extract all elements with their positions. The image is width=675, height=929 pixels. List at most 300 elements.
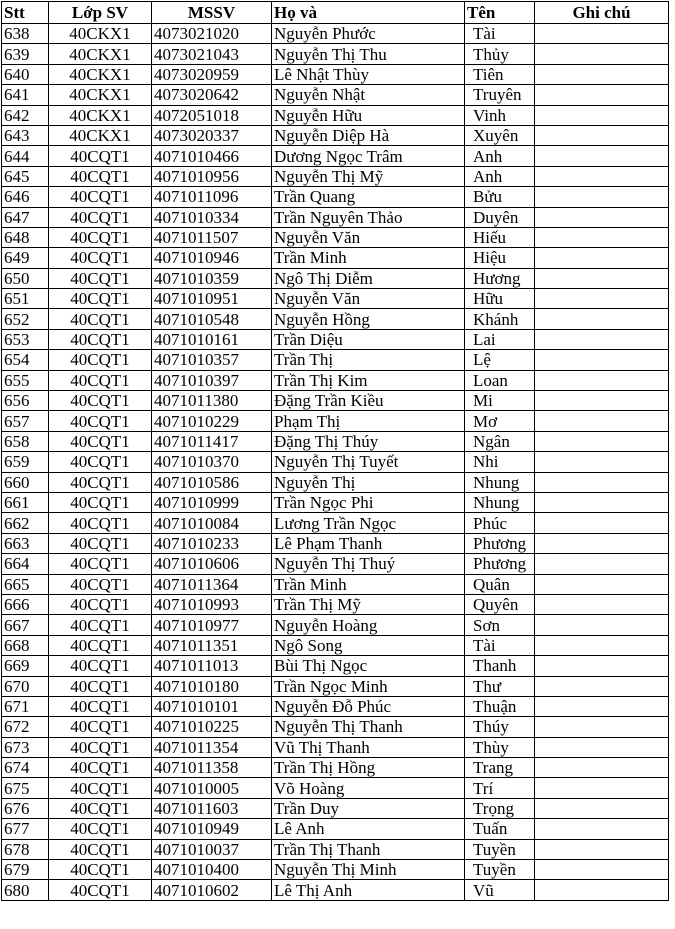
cell-notes xyxy=(535,85,669,105)
cell-class: 40CQT1 xyxy=(49,309,152,329)
cell-surname: Trần Ngọc Minh xyxy=(272,676,465,696)
cell-surname: Lê Nhật Thùy xyxy=(272,64,465,84)
cell-notes xyxy=(535,309,669,329)
cell-stt: 652 xyxy=(2,309,49,329)
cell-given-name: Thư xyxy=(465,676,535,696)
cell-surname: Trần Thị Thanh xyxy=(272,839,465,859)
cell-given-name: Mơ xyxy=(465,411,535,431)
cell-stt: 639 xyxy=(2,44,49,64)
table-row xyxy=(2,105,669,125)
cell-given-name: Phương xyxy=(465,554,535,574)
cell-notes xyxy=(535,798,669,818)
cell-stt: 668 xyxy=(2,635,49,655)
cell-given-name: Thúy xyxy=(465,717,535,737)
cell-surname: Trần Duy xyxy=(272,798,465,818)
table-row xyxy=(2,391,669,411)
cell-given-name: Quân xyxy=(465,574,535,594)
cell-notes xyxy=(535,125,669,145)
cell-stt: 640 xyxy=(2,64,49,84)
cell-notes xyxy=(535,615,669,635)
cell-stt: 644 xyxy=(2,146,49,166)
cell-given-name: Lai xyxy=(465,329,535,349)
cell-class: 40CQT1 xyxy=(49,452,152,472)
cell-stt: 643 xyxy=(2,125,49,145)
cell-surname: Nguyễn Thị Tuyết xyxy=(272,452,465,472)
cell-class: 40CQT1 xyxy=(49,350,152,370)
cell-student-id: 4072051018 xyxy=(152,105,272,125)
cell-surname: Vũ Thị Thanh xyxy=(272,737,465,757)
cell-class: 40CQT1 xyxy=(49,798,152,818)
cell-stt: 676 xyxy=(2,798,49,818)
cell-surname: Nguyễn Thị Thuý xyxy=(272,554,465,574)
cell-given-name: Nhung xyxy=(465,472,535,492)
table-row xyxy=(2,492,669,512)
cell-student-id: 4071010956 xyxy=(152,166,272,186)
cell-surname: Đặng Thị Thúy xyxy=(272,431,465,451)
table-row xyxy=(2,248,669,268)
cell-student-id: 4071010359 xyxy=(152,268,272,288)
table-row xyxy=(2,860,669,880)
cell-class: 40CQT1 xyxy=(49,370,152,390)
cell-class: 40CQT1 xyxy=(49,880,152,900)
cell-student-id: 4071010602 xyxy=(152,880,272,900)
cell-notes xyxy=(535,819,669,839)
table-row xyxy=(2,350,669,370)
cell-stt: 642 xyxy=(2,105,49,125)
table-row xyxy=(2,187,669,207)
cell-surname: Võ Hoàng xyxy=(272,778,465,798)
cell-notes xyxy=(535,166,669,186)
cell-class: 40CKX1 xyxy=(49,64,152,84)
cell-student-id: 4071010993 xyxy=(152,594,272,614)
cell-surname: Trần Thị Hồng xyxy=(272,758,465,778)
cell-notes xyxy=(535,594,669,614)
cell-stt: 669 xyxy=(2,656,49,676)
table-row xyxy=(2,452,669,472)
table-row xyxy=(2,411,669,431)
cell-class: 40CQT1 xyxy=(49,635,152,655)
cell-stt: 680 xyxy=(2,880,49,900)
cell-surname: Lê Thị Anh xyxy=(272,880,465,900)
cell-surname: Trần Nguyên Thảo xyxy=(272,207,465,227)
cell-stt: 655 xyxy=(2,370,49,390)
cell-class: 40CQT1 xyxy=(49,492,152,512)
cell-notes xyxy=(535,656,669,676)
cell-notes xyxy=(535,289,669,309)
cell-notes xyxy=(535,146,669,166)
cell-surname: Ngô Thị Diễm xyxy=(272,268,465,288)
cell-class: 40CQT1 xyxy=(49,554,152,574)
cell-notes xyxy=(535,737,669,757)
cell-class: 40CKX1 xyxy=(49,85,152,105)
table-row xyxy=(2,146,669,166)
cell-student-id: 4071011417 xyxy=(152,431,272,451)
table-row xyxy=(2,533,669,553)
cell-given-name: Trọng xyxy=(465,798,535,818)
cell-student-id: 4071011354 xyxy=(152,737,272,757)
cell-class: 40CQT1 xyxy=(49,289,152,309)
cell-stt: 650 xyxy=(2,268,49,288)
table-row xyxy=(2,289,669,309)
cell-notes xyxy=(535,391,669,411)
table-row xyxy=(2,125,669,145)
cell-notes xyxy=(535,635,669,655)
cell-class: 40CQT1 xyxy=(49,696,152,716)
cell-class: 40CKX1 xyxy=(49,105,152,125)
cell-given-name: Tuyền xyxy=(465,839,535,859)
cell-student-id: 4071010161 xyxy=(152,329,272,349)
table-row xyxy=(2,268,669,288)
table-row xyxy=(2,676,669,696)
table-row xyxy=(2,431,669,451)
cell-student-id: 4071011013 xyxy=(152,656,272,676)
table-row xyxy=(2,615,669,635)
cell-class: 40CKX1 xyxy=(49,125,152,145)
cell-student-id: 4071010606 xyxy=(152,554,272,574)
table-row xyxy=(2,513,669,533)
cell-surname: Nguyễn Đỗ Phúc xyxy=(272,696,465,716)
cell-student-id: 4071010005 xyxy=(152,778,272,798)
cell-stt: 647 xyxy=(2,207,49,227)
cell-notes xyxy=(535,492,669,512)
cell-given-name: Bửu xyxy=(465,187,535,207)
header-surname: Họ và xyxy=(272,2,465,24)
cell-notes xyxy=(535,676,669,696)
cell-notes xyxy=(535,268,669,288)
table-body xyxy=(2,24,669,901)
cell-student-id: 4071010225 xyxy=(152,717,272,737)
cell-class: 40CKX1 xyxy=(49,24,152,44)
cell-class: 40CQT1 xyxy=(49,472,152,492)
cell-student-id: 4071010397 xyxy=(152,370,272,390)
cell-notes xyxy=(535,533,669,553)
cell-given-name: Quyên xyxy=(465,594,535,614)
cell-student-id: 4073020959 xyxy=(152,64,272,84)
cell-student-id: 4071010400 xyxy=(152,860,272,880)
cell-stt: 648 xyxy=(2,227,49,247)
cell-class: 40CQT1 xyxy=(49,391,152,411)
cell-surname: Nguyễn Hồng xyxy=(272,309,465,329)
cell-class: 40CQT1 xyxy=(49,207,152,227)
cell-student-id: 4071010233 xyxy=(152,533,272,553)
cell-class: 40CQT1 xyxy=(49,146,152,166)
cell-surname: Nguyễn Thị xyxy=(272,472,465,492)
cell-notes xyxy=(535,513,669,533)
cell-stt: 672 xyxy=(2,717,49,737)
cell-class: 40CQT1 xyxy=(49,248,152,268)
table-row xyxy=(2,554,669,574)
cell-student-id: 4071010334 xyxy=(152,207,272,227)
cell-stt: 673 xyxy=(2,737,49,757)
cell-surname: Trần Thị Kim xyxy=(272,370,465,390)
cell-stt: 646 xyxy=(2,187,49,207)
table-row xyxy=(2,594,669,614)
cell-student-id: 4071010466 xyxy=(152,146,272,166)
cell-given-name: Tài xyxy=(465,635,535,655)
cell-notes xyxy=(535,64,669,84)
cell-surname: Nguyễn Thị Mỹ xyxy=(272,166,465,186)
cell-stt: 661 xyxy=(2,492,49,512)
cell-given-name: Tiên xyxy=(465,64,535,84)
cell-stt: 663 xyxy=(2,533,49,553)
table-row xyxy=(2,839,669,859)
cell-student-id: 4071010357 xyxy=(152,350,272,370)
cell-given-name: Thuận xyxy=(465,696,535,716)
cell-student-id: 4073020642 xyxy=(152,85,272,105)
cell-stt: 671 xyxy=(2,696,49,716)
cell-student-id: 4073020337 xyxy=(152,125,272,145)
table-row xyxy=(2,635,669,655)
cell-given-name: Hữu xyxy=(465,289,535,309)
cell-given-name: Hiếu xyxy=(465,227,535,247)
cell-surname: Nguyễn Văn xyxy=(272,289,465,309)
cell-stt: 645 xyxy=(2,166,49,186)
cell-stt: 664 xyxy=(2,554,49,574)
cell-surname: Nguyễn Thị Minh xyxy=(272,860,465,880)
table-row xyxy=(2,758,669,778)
cell-student-id: 4071010951 xyxy=(152,289,272,309)
cell-class: 40CQT1 xyxy=(49,187,152,207)
table-row xyxy=(2,574,669,594)
cell-student-id: 4071011364 xyxy=(152,574,272,594)
cell-given-name: Lệ xyxy=(465,350,535,370)
table-row xyxy=(2,656,669,676)
cell-given-name: Hương xyxy=(465,268,535,288)
cell-stt: 679 xyxy=(2,860,49,880)
cell-class: 40CQT1 xyxy=(49,819,152,839)
cell-class: 40CQT1 xyxy=(49,860,152,880)
cell-stt: 670 xyxy=(2,676,49,696)
cell-surname: Nguyễn Văn xyxy=(272,227,465,247)
cell-given-name: Mi xyxy=(465,391,535,411)
cell-student-id: 4071010084 xyxy=(152,513,272,533)
cell-given-name: Phúc xyxy=(465,513,535,533)
cell-stt: 674 xyxy=(2,758,49,778)
cell-stt: 678 xyxy=(2,839,49,859)
cell-class: 40CKX1 xyxy=(49,44,152,64)
cell-given-name: Tuấn xyxy=(465,819,535,839)
cell-notes xyxy=(535,248,669,268)
table-row xyxy=(2,696,669,716)
cell-given-name: Sơn xyxy=(465,615,535,635)
cell-surname: Nguyễn Hoàng xyxy=(272,615,465,635)
cell-stt: 656 xyxy=(2,391,49,411)
cell-given-name: Khánh xyxy=(465,309,535,329)
cell-notes xyxy=(535,411,669,431)
cell-stt: 653 xyxy=(2,329,49,349)
cell-surname: Nguyễn Phước xyxy=(272,24,465,44)
cell-student-id: 4071011507 xyxy=(152,227,272,247)
cell-surname: Trần Quang xyxy=(272,187,465,207)
table-row xyxy=(2,370,669,390)
header-notes: Ghi chú xyxy=(535,2,669,24)
cell-stt: 665 xyxy=(2,574,49,594)
cell-stt: 675 xyxy=(2,778,49,798)
cell-surname: Trần Thị xyxy=(272,350,465,370)
cell-class: 40CQT1 xyxy=(49,411,152,431)
table-row xyxy=(2,44,669,64)
cell-surname: Trần Minh xyxy=(272,574,465,594)
header-row xyxy=(2,2,669,24)
header-stt: Stt xyxy=(2,2,49,24)
cell-stt: 660 xyxy=(2,472,49,492)
cell-notes xyxy=(535,860,669,880)
cell-surname: Lê Anh xyxy=(272,819,465,839)
cell-student-id: 4071010949 xyxy=(152,819,272,839)
cell-stt: 662 xyxy=(2,513,49,533)
cell-given-name: Tài xyxy=(465,24,535,44)
header-student-id: MSSV xyxy=(152,2,272,24)
cell-notes xyxy=(535,696,669,716)
cell-class: 40CQT1 xyxy=(49,656,152,676)
cell-class: 40CQT1 xyxy=(49,431,152,451)
cell-given-name: Trí xyxy=(465,778,535,798)
cell-notes xyxy=(535,574,669,594)
cell-notes xyxy=(535,758,669,778)
cell-notes xyxy=(535,778,669,798)
cell-surname: Nguyễn Thị Thanh xyxy=(272,717,465,737)
cell-class: 40CQT1 xyxy=(49,513,152,533)
cell-notes xyxy=(535,880,669,900)
cell-student-id: 4071010180 xyxy=(152,676,272,696)
cell-stt: 657 xyxy=(2,411,49,431)
table-row xyxy=(2,778,669,798)
table-row xyxy=(2,329,669,349)
cell-student-id: 4073021020 xyxy=(152,24,272,44)
cell-surname: Nguyễn Diệp Hà xyxy=(272,125,465,145)
cell-notes xyxy=(535,207,669,227)
cell-stt: 667 xyxy=(2,615,49,635)
cell-given-name: Anh xyxy=(465,146,535,166)
cell-stt: 659 xyxy=(2,452,49,472)
cell-notes xyxy=(535,44,669,64)
cell-student-id: 4071011358 xyxy=(152,758,272,778)
cell-class: 40CQT1 xyxy=(49,758,152,778)
cell-surname: Đặng Trần Kiều xyxy=(272,391,465,411)
cell-class: 40CQT1 xyxy=(49,227,152,247)
cell-student-id: 4071010977 xyxy=(152,615,272,635)
cell-given-name: Nhi xyxy=(465,452,535,472)
cell-given-name: Ngân xyxy=(465,431,535,451)
cell-class: 40CQT1 xyxy=(49,778,152,798)
cell-student-id: 4071011096 xyxy=(152,187,272,207)
cell-class: 40CQT1 xyxy=(49,329,152,349)
cell-stt: 641 xyxy=(2,85,49,105)
table-row xyxy=(2,24,669,44)
table-row xyxy=(2,717,669,737)
cell-surname: Bùi Thị Ngọc xyxy=(272,656,465,676)
cell-surname: Nguyễn Nhật xyxy=(272,85,465,105)
cell-notes xyxy=(535,105,669,125)
cell-stt: 658 xyxy=(2,431,49,451)
cell-given-name: Vinh xyxy=(465,105,535,125)
cell-surname: Trần Thị Mỹ xyxy=(272,594,465,614)
cell-class: 40CQT1 xyxy=(49,268,152,288)
cell-given-name: Truyên xyxy=(465,85,535,105)
cell-student-id: 4071011380 xyxy=(152,391,272,411)
cell-class: 40CQT1 xyxy=(49,676,152,696)
cell-given-name: Phương xyxy=(465,533,535,553)
cell-notes xyxy=(535,187,669,207)
cell-given-name: Thủy xyxy=(465,44,535,64)
cell-given-name: Xuyên xyxy=(465,125,535,145)
table-row xyxy=(2,166,669,186)
cell-given-name: Duyên xyxy=(465,207,535,227)
cell-student-id: 4071010370 xyxy=(152,452,272,472)
cell-student-id: 4071011603 xyxy=(152,798,272,818)
cell-surname: Trần Ngọc Phi xyxy=(272,492,465,512)
cell-notes xyxy=(535,350,669,370)
cell-given-name: Loan xyxy=(465,370,535,390)
header-class: Lớp SV xyxy=(49,2,152,24)
table-row xyxy=(2,207,669,227)
header-given-name: Tên xyxy=(465,2,535,24)
cell-given-name: Nhung xyxy=(465,492,535,512)
student-table xyxy=(1,1,669,901)
cell-stt: 677 xyxy=(2,819,49,839)
cell-student-id: 4071010229 xyxy=(152,411,272,431)
cell-notes xyxy=(535,329,669,349)
table-row xyxy=(2,64,669,84)
cell-surname: Phạm Thị xyxy=(272,411,465,431)
table-row xyxy=(2,737,669,757)
cell-notes xyxy=(535,227,669,247)
cell-stt: 654 xyxy=(2,350,49,370)
cell-class: 40CQT1 xyxy=(49,594,152,614)
cell-stt: 666 xyxy=(2,594,49,614)
cell-given-name: Thanh xyxy=(465,656,535,676)
cell-class: 40CQT1 xyxy=(49,166,152,186)
cell-notes xyxy=(535,452,669,472)
cell-given-name: Tuyền xyxy=(465,860,535,880)
cell-stt: 649 xyxy=(2,248,49,268)
cell-class: 40CQT1 xyxy=(49,533,152,553)
cell-notes xyxy=(535,717,669,737)
table-row xyxy=(2,309,669,329)
cell-given-name: Thùy xyxy=(465,737,535,757)
cell-surname: Nguyễn Thị Thu xyxy=(272,44,465,64)
cell-student-id: 4071010999 xyxy=(152,492,272,512)
cell-given-name: Anh xyxy=(465,166,535,186)
cell-given-name: Trang xyxy=(465,758,535,778)
table-row xyxy=(2,85,669,105)
cell-class: 40CQT1 xyxy=(49,717,152,737)
cell-stt: 638 xyxy=(2,24,49,44)
cell-notes xyxy=(535,24,669,44)
cell-given-name: Vũ xyxy=(465,880,535,900)
cell-student-id: 4071010548 xyxy=(152,309,272,329)
table-row xyxy=(2,819,669,839)
table-row xyxy=(2,227,669,247)
cell-student-id: 4071010946 xyxy=(152,248,272,268)
cell-student-id: 4071011351 xyxy=(152,635,272,655)
cell-surname: Dương Ngọc Trâm xyxy=(272,146,465,166)
table-row xyxy=(2,798,669,818)
cell-surname: Trần Minh xyxy=(272,248,465,268)
cell-class: 40CQT1 xyxy=(49,574,152,594)
table-row xyxy=(2,880,669,900)
cell-notes xyxy=(535,554,669,574)
cell-surname: Nguyễn Hữu xyxy=(272,105,465,125)
cell-notes xyxy=(535,431,669,451)
cell-notes xyxy=(535,839,669,859)
cell-student-id: 4071010101 xyxy=(152,696,272,716)
cell-class: 40CQT1 xyxy=(49,839,152,859)
cell-student-id: 4073021043 xyxy=(152,44,272,64)
cell-surname: Trần Diệu xyxy=(272,329,465,349)
cell-class: 40CQT1 xyxy=(49,737,152,757)
cell-notes xyxy=(535,370,669,390)
